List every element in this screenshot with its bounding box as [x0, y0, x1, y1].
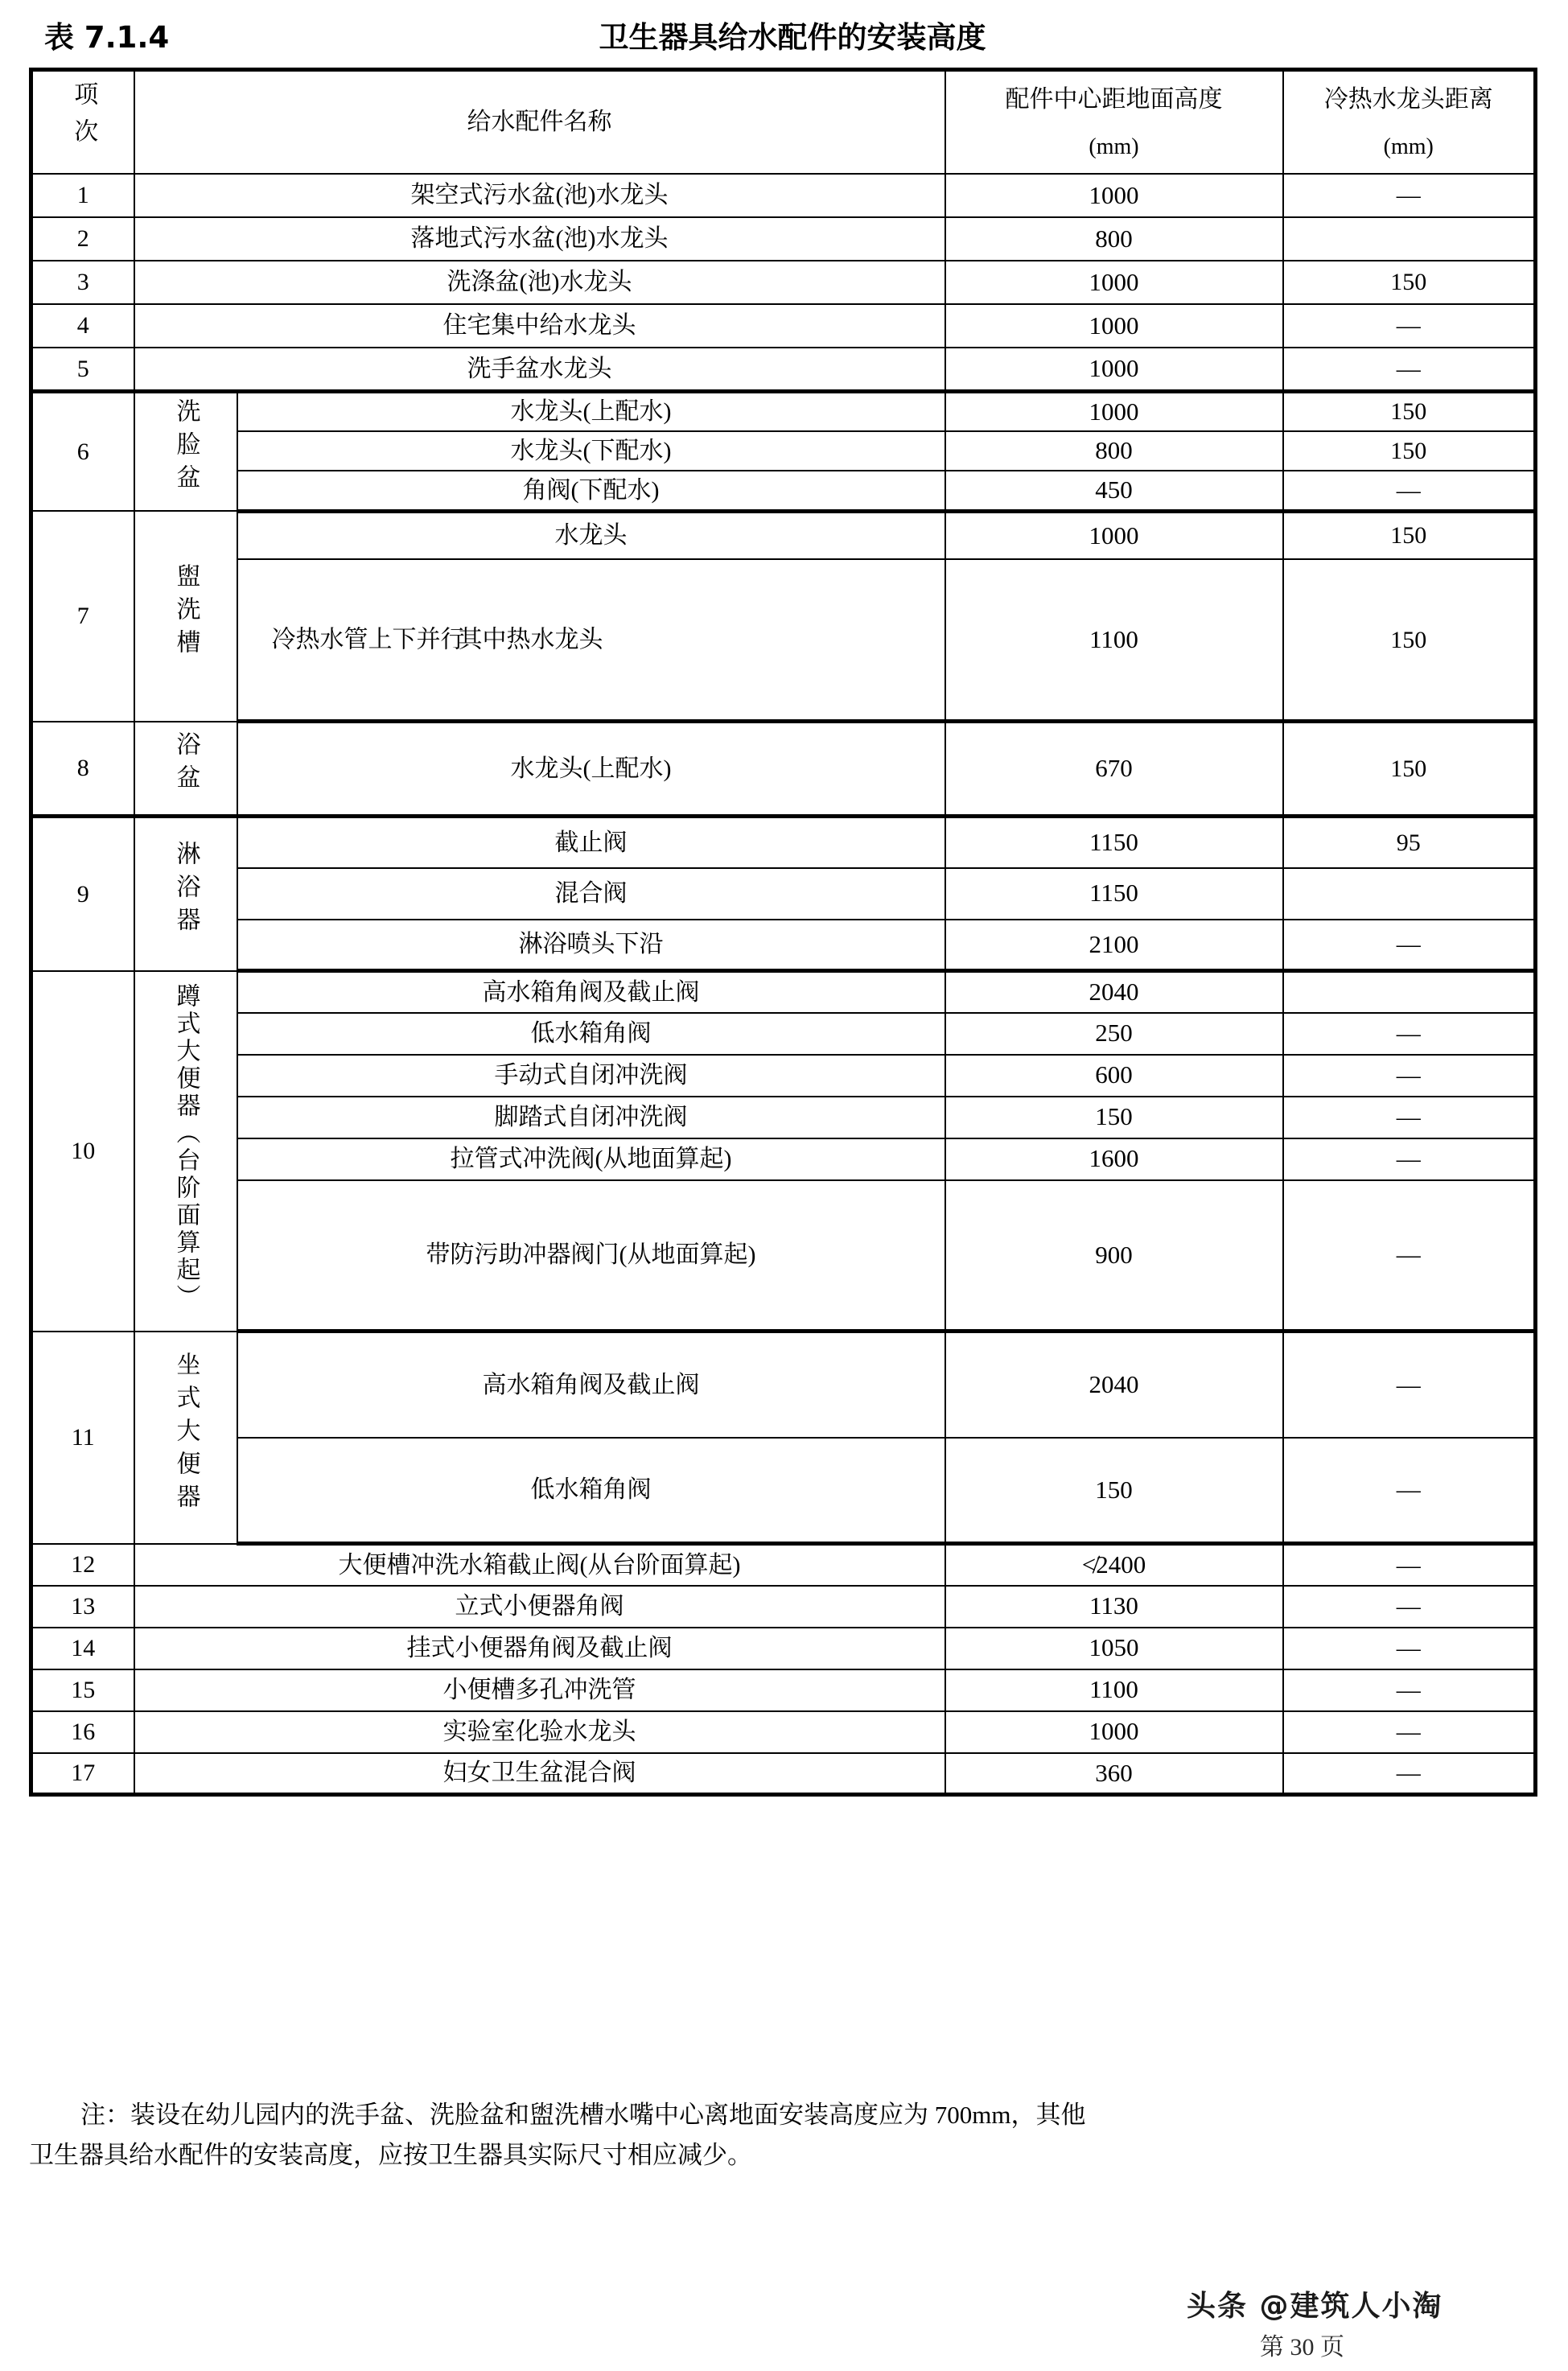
row-distance: —: [1283, 1438, 1536, 1544]
row-distance: 150: [1283, 559, 1536, 722]
row-name: 挂式小便器角阀及截止阀: [134, 1628, 945, 1669]
row-name: 洗涤盆(池)水龙头: [134, 261, 945, 304]
row-height: 1000: [945, 304, 1283, 348]
row-height: 600: [945, 1055, 1283, 1097]
table-row: [31, 1180, 1536, 1332]
row-distance: 150: [1283, 511, 1536, 559]
row-distance: —: [1283, 1055, 1536, 1097]
row-height: 1130: [945, 1586, 1283, 1628]
row-name: 立式小便器角阀: [134, 1586, 945, 1628]
row-index: 8: [31, 722, 134, 817]
header-height-unit: (mm): [1089, 134, 1139, 160]
row-name: 大便槽冲洗水箱截止阀(从台阶面算起): [134, 1544, 945, 1586]
row-height: 800: [945, 431, 1283, 471]
table-row: [31, 391, 1536, 431]
row-index: 17: [31, 1753, 134, 1795]
table-row: [31, 431, 1536, 471]
table-row: [31, 511, 1536, 559]
table-title: [44, 11, 1541, 58]
row-distance: [1283, 868, 1536, 920]
row-distance: —: [1283, 174, 1536, 217]
row-name: 拉管式冲洗阀(从地面算起): [237, 1138, 945, 1180]
row-name: 架空式污水盆(池)水龙头: [134, 174, 945, 217]
row-distance: —: [1283, 1332, 1536, 1438]
row-height: 800: [945, 217, 1283, 261]
header-height-label: 配件中心距地面高度: [1005, 85, 1223, 113]
row-height: 1000: [945, 511, 1283, 559]
row-height: 1150: [945, 817, 1283, 868]
row-distance: 95: [1283, 817, 1536, 868]
row-index: 12: [31, 1544, 134, 1586]
row-name: 手动式自闭冲洗阀: [237, 1055, 945, 1097]
row-name: 脚踏式自闭冲洗阀: [237, 1097, 945, 1138]
row-distance: [1283, 971, 1536, 1013]
table-row: [31, 559, 1536, 722]
row-height: 250: [945, 1013, 1283, 1055]
table-row: [31, 1055, 1536, 1097]
row-distance: 150: [1283, 431, 1536, 471]
row-distance: —: [1283, 1013, 1536, 1055]
row-distance: 150: [1283, 261, 1536, 304]
table-row: [31, 1097, 1536, 1138]
row-distance: —: [1283, 471, 1536, 511]
table-row: [31, 1138, 1536, 1180]
row-height: 360: [945, 1753, 1283, 1795]
row-category: [134, 511, 237, 722]
row-name: 妇女卫生盆混合阀: [134, 1753, 945, 1795]
row-distance: —: [1283, 1097, 1536, 1138]
row-index: 4: [31, 304, 134, 348]
row-index: 5: [31, 348, 134, 391]
row-name: 水龙头(上配水): [237, 722, 945, 817]
header-name: [134, 70, 945, 175]
row-name: 住宅集中给水龙头: [134, 304, 945, 348]
row-category: [134, 722, 237, 817]
row-name: 混合阀: [237, 868, 945, 920]
row-name: 水龙头(下配水): [237, 431, 945, 471]
row-name: 淋浴喷头下沿: [237, 920, 945, 971]
row-index: 14: [31, 1628, 134, 1669]
row-index: 7: [31, 511, 134, 722]
row-height: 670: [945, 722, 1283, 817]
table-row: [31, 1628, 1536, 1669]
row-name: 水龙头(上配水): [237, 391, 945, 431]
row-distance: [1283, 217, 1536, 261]
table-row: [31, 920, 1536, 971]
row-distance: 150: [1283, 722, 1536, 817]
row-index: 3: [31, 261, 134, 304]
row-distance: —: [1283, 1753, 1536, 1795]
row-name: 小便槽多孔冲洗管: [134, 1669, 945, 1711]
row-height: 1150: [945, 868, 1283, 920]
row-height: 1600: [945, 1138, 1283, 1180]
row-height: 150: [945, 1097, 1283, 1138]
row-distance: —: [1283, 1180, 1536, 1332]
row-name-primary: [272, 623, 465, 658]
table-row: [31, 971, 1536, 1013]
row-name: 高水箱角阀及截止阀: [237, 1332, 945, 1438]
table-row: [31, 1332, 1536, 1438]
row-category: [134, 1332, 237, 1544]
table-row: [31, 261, 1536, 304]
row-height: 2040: [945, 1332, 1283, 1438]
table-row: [31, 1438, 1536, 1544]
row-height: 450: [945, 471, 1283, 511]
row-distance: —: [1283, 348, 1536, 391]
row-name: 截止阀: [237, 817, 945, 868]
row-name-split: [237, 559, 945, 722]
row-height: 900: [945, 1180, 1283, 1332]
row-distance: —: [1283, 1628, 1536, 1669]
page-footer: 第 30 页: [1260, 2334, 1344, 2361]
row-index: 11: [31, 1332, 134, 1544]
row-name: 角阀(下配水): [237, 471, 945, 511]
table-row: [31, 174, 1536, 217]
row-category: [134, 817, 237, 971]
row-index: 10: [31, 971, 134, 1332]
row-height: 150: [945, 1438, 1283, 1544]
row-distance: —: [1283, 1544, 1536, 1586]
header-name-label: 给水配件名称: [467, 109, 612, 136]
row-distance: —: [1283, 1586, 1536, 1628]
row-height: ≮2400: [945, 1544, 1283, 1586]
row-category-label: 洗脸盆: [172, 398, 200, 498]
row-height: 2100: [945, 920, 1283, 971]
table-row: [31, 1544, 1536, 1586]
row-height: 1100: [945, 1669, 1283, 1711]
row-category-label: 蹲式大便器（台阶面算起）: [172, 983, 200, 1311]
row-index: 16: [31, 1711, 134, 1753]
table-row: [31, 817, 1536, 868]
row-category-label: 淋浴器: [172, 841, 200, 941]
row-category: [134, 391, 237, 511]
table-note: [29, 2095, 1538, 2175]
row-height: 1050: [945, 1628, 1283, 1669]
table-row: [31, 1711, 1536, 1753]
row-height: 1100: [945, 559, 1283, 722]
row-height: 1000: [945, 174, 1283, 217]
row-name: 高水箱角阀及截止阀: [237, 971, 945, 1013]
row-height: 1000: [945, 261, 1283, 304]
row-name: 洗手盆水龙头: [134, 348, 945, 391]
row-distance: —: [1283, 1138, 1536, 1180]
row-distance: 150: [1283, 391, 1536, 431]
table-row: [31, 348, 1536, 391]
table-row: [31, 304, 1536, 348]
row-height: 1000: [945, 1711, 1283, 1753]
header-distance-unit: (mm): [1383, 134, 1434, 160]
table-row: [31, 1586, 1536, 1628]
table-row: [31, 722, 1536, 817]
table-number: 表 7.1.4: [44, 20, 170, 55]
row-name: 带防污助冲器阀门(从地面算起): [237, 1180, 945, 1332]
row-category-label: 盥洗槽: [172, 562, 200, 662]
table-header-row: [31, 70, 1536, 175]
table-row: [31, 1753, 1536, 1795]
row-height: 1000: [945, 391, 1283, 431]
note-line-1: 注：装设在幼儿园内的洗手盆、洗脸盆和盥洗槽水嘴中心离地面安装高度应为 700mm，其他: [80, 2101, 1086, 2129]
table-name: 卫生器具给水配件的安装高度: [599, 20, 986, 55]
row-distance: —: [1283, 1711, 1536, 1753]
row-index: 15: [31, 1669, 134, 1711]
row-category: [134, 971, 237, 1332]
row-height: 1000: [945, 348, 1283, 391]
note-line-2: 卫生器具给水配件的安装高度，应按卫生器具实际尺寸相应减少。: [29, 2141, 752, 2170]
table-row: [31, 868, 1536, 920]
row-index: 1: [31, 174, 134, 217]
row-name-secondary: 其中热水龙头: [458, 626, 603, 653]
header-index-label: 项次: [70, 81, 97, 156]
row-name: 水龙头: [237, 511, 945, 559]
row-index: 2: [31, 217, 134, 261]
row-name: 落地式污水盆(池)水龙头: [134, 217, 945, 261]
table-row: [31, 471, 1536, 511]
row-category-label: 坐式大便器: [172, 1351, 200, 1517]
header-height: [945, 70, 1283, 175]
row-distance: —: [1283, 1669, 1536, 1711]
row-name: 实验室化验水龙头: [134, 1711, 945, 1753]
header-index: [31, 70, 134, 175]
installation-height-table: [29, 68, 1537, 1797]
header-distance-label: 冷热水龙头距离: [1323, 85, 1493, 113]
row-index: 13: [31, 1586, 134, 1628]
row-name: 低水箱角阀: [237, 1013, 945, 1055]
row-distance: —: [1283, 304, 1536, 348]
header-distance: [1283, 70, 1536, 175]
row-category-label: 浴盆: [172, 731, 200, 798]
row-name-left-text: 冷热水管上下并行: [271, 626, 465, 653]
table-row: [31, 1013, 1536, 1055]
row-index: 9: [31, 817, 134, 971]
table-row: [31, 1669, 1536, 1711]
table-row: [31, 217, 1536, 261]
row-name: 低水箱角阀: [237, 1438, 945, 1544]
row-index: 6: [31, 391, 134, 511]
row-height: 2040: [945, 971, 1283, 1013]
row-distance: —: [1283, 920, 1536, 971]
watermark: 头条 @建筑人小淘: [1187, 2290, 1443, 2323]
